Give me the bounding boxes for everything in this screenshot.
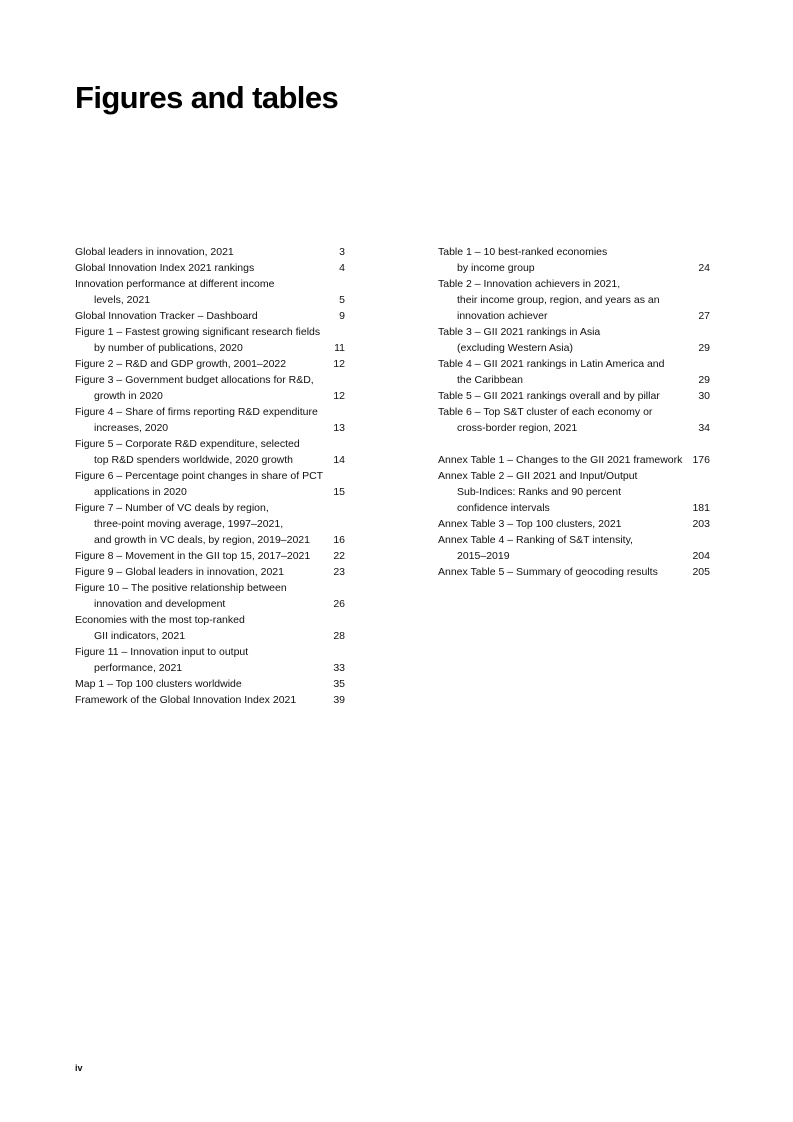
toc-entry[interactable] bbox=[438, 244, 710, 276]
toc-entry-page-number: 23 bbox=[333, 566, 345, 578]
toc-entry[interactable] bbox=[75, 612, 345, 644]
toc-entry-page-number: 35 bbox=[333, 678, 345, 690]
toc-entry-title-continuation: applications in 2020 bbox=[94, 486, 187, 498]
toc-entry-title: Figure 6 – Percentage point changes in share of PCT bbox=[75, 470, 324, 482]
toc-entry[interactable] bbox=[75, 404, 345, 436]
toc-entry-title: Global Innovation Index 2021 rankings bbox=[75, 262, 255, 274]
toc-entry-page-number: 16 bbox=[333, 534, 345, 546]
toc-entry-page-number: 28 bbox=[333, 630, 345, 642]
toc-entry-title-continuation: by income group bbox=[457, 262, 535, 274]
toc-entry-page-number: 33 bbox=[333, 662, 345, 674]
toc-entry[interactable] bbox=[438, 324, 710, 356]
toc-entry-page-number: 12 bbox=[333, 358, 345, 370]
toc-entry-page-number: 205 bbox=[692, 566, 710, 578]
toc-entry-title: Table 5 – GII 2021 rankings overall and by pillar bbox=[438, 390, 660, 402]
toc-entry-title-continuation: Sub-Indices: Ranks and 90 percent bbox=[457, 486, 622, 498]
toc-entry-page-number: 39 bbox=[333, 694, 345, 706]
toc-entry-page-number: 13 bbox=[333, 422, 345, 434]
page-number: iv bbox=[75, 1063, 83, 1073]
toc-entry-page-number: 204 bbox=[692, 550, 710, 562]
toc-entry[interactable] bbox=[75, 276, 345, 308]
toc-entry[interactable] bbox=[438, 516, 710, 532]
toc-entry-title-continuation: GII indicators, 2021 bbox=[94, 630, 186, 642]
toc-entry-page-number: 9 bbox=[339, 310, 345, 322]
toc-entry-page-number: 29 bbox=[698, 374, 710, 386]
toc-entry[interactable] bbox=[75, 324, 345, 356]
toc-entry[interactable] bbox=[438, 564, 710, 580]
toc-entry-title: Annex Table 1 – Changes to the GII 2021 framework bbox=[438, 454, 683, 466]
toc-entry-page-number: 22 bbox=[333, 550, 345, 562]
toc-entry-title: Figure 4 – Share of firms reporting R&D expenditure bbox=[75, 406, 318, 418]
toc-entry-title: Figure 9 – Global leaders in innovation, 2021 bbox=[75, 566, 284, 578]
toc-entry[interactable] bbox=[438, 276, 710, 324]
toc-entry-title-continuation: confidence intervals bbox=[457, 502, 550, 514]
toc-entry-page-number: 34 bbox=[698, 422, 710, 434]
toc-entry-title: Table 1 – 10 best-ranked economies bbox=[438, 246, 608, 258]
toc-entry-title: Figure 2 – R&D and GDP growth, 2001–2022 bbox=[75, 358, 287, 370]
toc-entry-page-number: 3 bbox=[339, 246, 345, 258]
toc-entry-page-number: 4 bbox=[339, 262, 345, 274]
tables-list bbox=[438, 244, 710, 580]
toc-entry-title-continuation: increases, 2020 bbox=[94, 422, 169, 434]
toc-entry-title: Figure 7 – Number of VC deals by region, bbox=[75, 502, 269, 514]
toc-entry-title: Map 1 – Top 100 clusters worldwide bbox=[75, 678, 242, 690]
toc-entry-title: Economies with the most top-ranked bbox=[75, 614, 245, 626]
figures-list bbox=[75, 244, 345, 708]
toc-entry-title: Figure 1 – Fastest growing significant research fields bbox=[75, 326, 321, 338]
toc-entry-title-continuation: and growth in VC deals, by region, 2019–2021 bbox=[94, 534, 310, 546]
toc-entry-page-number: 26 bbox=[333, 598, 345, 610]
toc-entry-title-continuation: the Caribbean bbox=[457, 374, 523, 386]
toc-entry-title: Table 2 – Innovation achievers in 2021, bbox=[438, 278, 621, 290]
toc-entry[interactable] bbox=[75, 692, 345, 708]
toc-entry-title-continuation: cross-border region, 2021 bbox=[457, 422, 578, 434]
toc-entry[interactable] bbox=[75, 308, 345, 324]
toc-entry-title-continuation: top R&D spenders worldwide, 2020 growth bbox=[94, 454, 294, 466]
toc-entry[interactable] bbox=[75, 356, 345, 372]
toc-entry[interactable] bbox=[75, 500, 345, 548]
toc-entry[interactable] bbox=[438, 452, 710, 468]
toc-entry-page-number: 30 bbox=[698, 390, 710, 402]
toc-entry[interactable] bbox=[438, 356, 710, 388]
toc-entry-title-continuation: innovation and development bbox=[94, 598, 226, 610]
toc-entry-title: Table 3 – GII 2021 rankings in Asia bbox=[438, 326, 601, 338]
toc-entry[interactable] bbox=[75, 548, 345, 564]
toc-entry-title: Annex Table 3 – Top 100 clusters, 2021 bbox=[438, 518, 622, 530]
toc-entry-title: Annex Table 5 – Summary of geocoding results bbox=[438, 566, 658, 578]
toc-entry-title-continuation: their income group, region, and years as an bbox=[457, 294, 660, 306]
toc-entry[interactable] bbox=[75, 468, 345, 500]
toc-entry-page-number: 203 bbox=[692, 518, 710, 530]
toc-entry-page-number: 15 bbox=[333, 486, 345, 498]
toc-entry-title: Global leaders in innovation, 2021 bbox=[75, 246, 234, 258]
toc-entry[interactable] bbox=[75, 372, 345, 404]
toc-entry[interactable] bbox=[438, 532, 710, 564]
toc-entry-title: Figure 11 – Innovation input to output bbox=[75, 646, 249, 658]
toc-entry-title-continuation: performance, 2021 bbox=[94, 662, 183, 674]
toc-entry-page-number: 5 bbox=[339, 294, 345, 306]
toc-entry-page-number: 27 bbox=[698, 310, 710, 322]
toc-entry-title: Figure 10 – The positive relationship between bbox=[75, 582, 287, 594]
toc-entry-title: Annex Table 2 – GII 2021 and Input/Output bbox=[438, 470, 638, 482]
toc-entry-title: Figure 5 – Corporate R&D expenditure, selected bbox=[75, 438, 300, 450]
toc-entry-title-continuation: growth in 2020 bbox=[94, 390, 163, 402]
toc-entry[interactable] bbox=[75, 580, 345, 612]
toc-entry-page-number: 29 bbox=[698, 342, 710, 354]
toc-entry-page-number: 181 bbox=[692, 502, 710, 514]
toc-entry[interactable] bbox=[75, 676, 345, 692]
toc-entry[interactable] bbox=[75, 244, 345, 260]
group-spacer bbox=[438, 436, 710, 452]
toc-entry-title: Table 4 – GII 2021 rankings in Latin America and bbox=[438, 358, 665, 370]
toc-entry-page-number: 24 bbox=[698, 262, 710, 274]
toc-entry-page-number: 12 bbox=[333, 390, 345, 402]
toc-entry-title-continuation: (excluding Western Asia) bbox=[457, 342, 573, 354]
toc-entry[interactable] bbox=[438, 468, 710, 516]
toc-entry[interactable] bbox=[438, 388, 710, 404]
toc-entry-title-continuation: three-point moving average, 1997–2021, bbox=[94, 518, 284, 530]
toc-entry-title: Framework of the Global Innovation Index 2021 bbox=[75, 694, 297, 706]
toc-entry[interactable] bbox=[75, 564, 345, 580]
page-title: Figures and tables bbox=[75, 80, 339, 115]
toc-entry-page-number: 14 bbox=[333, 454, 345, 466]
toc-entry-title: Annex Table 4 – Ranking of S&T intensity, bbox=[438, 534, 633, 546]
toc-entry-title-continuation: innovation achiever bbox=[457, 310, 548, 322]
toc-entry[interactable] bbox=[75, 436, 345, 468]
toc-entry[interactable] bbox=[75, 644, 345, 676]
toc-entry-title-continuation: 2015–2019 bbox=[457, 550, 510, 562]
toc-entry-title: Table 6 – Top S&T cluster of each economy or bbox=[438, 406, 653, 418]
toc-entry-title-continuation: by number of publications, 2020 bbox=[94, 342, 243, 354]
toc-entry[interactable] bbox=[438, 404, 710, 436]
toc-entry-title-continuation: levels, 2021 bbox=[94, 294, 151, 306]
toc-entry-title: Figure 8 – Movement in the GII top 15, 2017–2021 bbox=[75, 550, 311, 562]
toc-entry-title: Figure 3 – Government budget allocations for R&D, bbox=[75, 374, 314, 386]
toc-entry-title: Innovation performance at different income bbox=[75, 278, 275, 290]
toc-entry-page-number: 11 bbox=[334, 342, 345, 354]
toc-entry[interactable] bbox=[75, 260, 345, 276]
toc-entry-page-number: 176 bbox=[692, 454, 710, 466]
toc-entry-title: Global Innovation Tracker – Dashboard bbox=[75, 310, 258, 322]
